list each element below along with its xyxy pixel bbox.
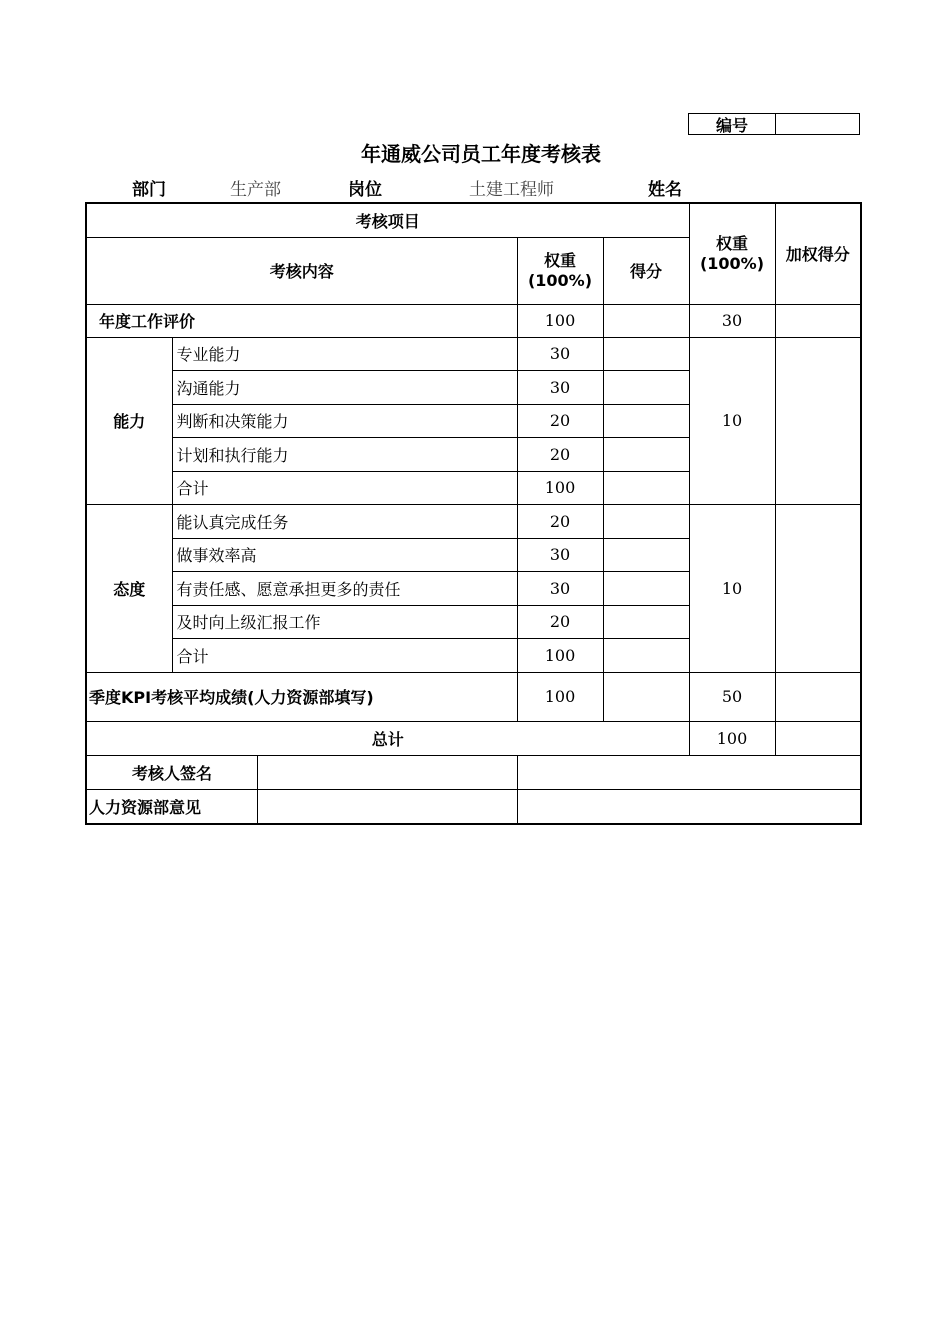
name-label: 姓名: [648, 180, 682, 200]
ability-weight: 30: [517, 337, 603, 370]
ability-weight: 20: [517, 437, 603, 471]
post-label: 岗位: [348, 180, 382, 200]
assessor-row-cell: [86, 755, 517, 789]
table-row: [86, 504, 861, 538]
kpi-row: [86, 672, 861, 721]
ability-item: 计划和执行能力: [172, 437, 517, 471]
score-header: 得分: [603, 237, 689, 304]
total-label: 总计: [86, 721, 689, 755]
total-row: [86, 721, 861, 755]
kpi-label: 季度KPI考核平均成绩(人力资源部填写): [86, 672, 517, 721]
hr-label: 人力资源部意见: [87, 790, 258, 823]
weighted-score-header: 加权得分: [775, 203, 861, 304]
ability-score[interactable]: [603, 437, 689, 471]
attitude-score[interactable]: [603, 504, 689, 538]
group-weight-header: [689, 203, 775, 304]
weight-header: [517, 237, 603, 304]
ability-item: 沟通能力: [172, 370, 517, 404]
kpi-score[interactable]: [603, 672, 689, 721]
ability-item: 合计: [172, 471, 517, 504]
attitude-weight: 30: [517, 571, 603, 605]
ability-weight: 30: [517, 370, 603, 404]
assessor-row: [86, 755, 861, 789]
kpi-group-weight: 50: [689, 672, 775, 721]
annual-row: [86, 304, 861, 337]
assessor-signature[interactable]: [258, 756, 517, 789]
attitude-item: 能认真完成任务: [172, 504, 517, 538]
attitude-item: 合计: [172, 638, 517, 672]
ability-weight: 20: [517, 404, 603, 437]
annual-label: 年度工作评价: [86, 304, 517, 337]
ability-group-weight: 10: [689, 337, 775, 504]
post-value: 土建工程师: [469, 180, 554, 200]
item-header: 考核项目: [86, 203, 689, 237]
attitude-item: 有责任感、愿意承担更多的责任: [172, 571, 517, 605]
annual-group-weight: 30: [689, 304, 775, 337]
attitude-weight: 30: [517, 538, 603, 571]
attitude-group-weight: 10: [689, 504, 775, 672]
serial-number-label: 编号: [689, 114, 776, 134]
group-weight-header-line1: 权重: [715, 233, 748, 253]
ability-weight: 100: [517, 471, 603, 504]
hr-row: [86, 789, 861, 824]
assessment-table: [85, 202, 862, 825]
ability-score[interactable]: [603, 337, 689, 370]
total-weighted[interactable]: [775, 721, 861, 755]
attitude-weight: 20: [517, 605, 603, 638]
table-row: [86, 337, 861, 370]
annual-weight: 100: [517, 304, 603, 337]
ability-score[interactable]: [603, 471, 689, 504]
annual-score[interactable]: [603, 304, 689, 337]
dept-value: 生产部: [230, 180, 281, 200]
kpi-weighted[interactable]: [775, 672, 861, 721]
hr-opinion-ext[interactable]: [517, 789, 861, 824]
page-title: 年通威公司员工年度考核表: [361, 142, 601, 166]
hr-row-cell: [86, 789, 517, 824]
ability-item: 专业能力: [172, 337, 517, 370]
ability-score[interactable]: [603, 370, 689, 404]
attitude-score[interactable]: [603, 571, 689, 605]
weight-header-line1: 权重: [543, 250, 576, 270]
attitude-score[interactable]: [603, 605, 689, 638]
total-value: 100: [689, 721, 775, 755]
attitude-label: 态度: [86, 504, 172, 672]
weight-header-line2: (100%): [527, 270, 593, 290]
attitude-score[interactable]: [603, 538, 689, 571]
serial-number-value[interactable]: [776, 114, 859, 134]
ability-weighted[interactable]: [775, 337, 861, 504]
group-weight-header-line2: (100%): [699, 253, 765, 273]
hr-opinion[interactable]: [258, 790, 517, 823]
attitude-score[interactable]: [603, 638, 689, 672]
attitude-weight: 20: [517, 504, 603, 538]
attitude-weighted[interactable]: [775, 504, 861, 672]
assessor-signature-ext[interactable]: [517, 755, 861, 789]
content-header: 考核内容: [86, 237, 517, 304]
serial-number-box: [688, 113, 860, 135]
attitude-item: 及时向上级汇报工作: [172, 605, 517, 638]
attitude-weight: 100: [517, 638, 603, 672]
assessor-label: 考核人签名: [87, 756, 258, 789]
ability-score[interactable]: [603, 404, 689, 437]
annual-weighted[interactable]: [775, 304, 861, 337]
ability-label: 能力: [86, 337, 172, 504]
dept-label: 部门: [132, 180, 166, 200]
ability-item: 判断和决策能力: [172, 404, 517, 437]
attitude-item: 做事效率高: [172, 538, 517, 571]
kpi-weight: 100: [517, 672, 603, 721]
